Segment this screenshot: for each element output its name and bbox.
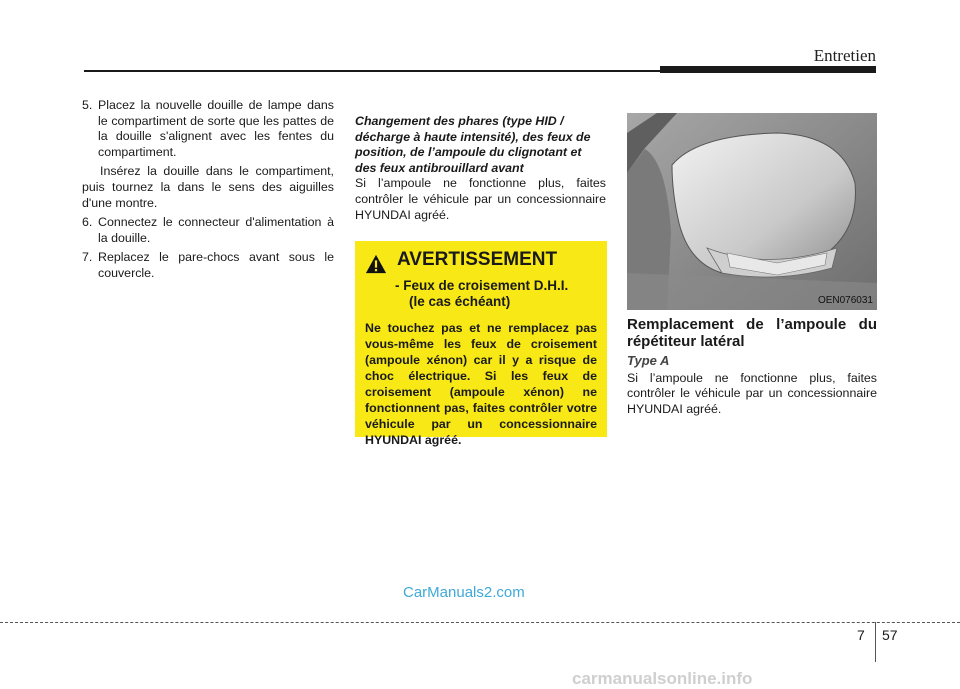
- step-6: 6. Connectez le connecteur d'alimentation à la douille.: [82, 215, 334, 245]
- chapter-number: 7: [857, 627, 865, 643]
- warning-triangle-icon: [365, 253, 387, 275]
- step-7: 7. Replacez le pare-chocs avant sous le couvercle.: [82, 250, 334, 280]
- page-number: 57: [882, 627, 898, 643]
- footer-divider: [875, 622, 876, 662]
- bottom-watermark: carmanualsonline.info: [572, 669, 753, 688]
- photo-code: OEN076031: [817, 295, 873, 306]
- column-1: [82, 98, 334, 286]
- warning-box: [355, 241, 607, 447]
- warning-title: AVERTISSEMENT: [397, 249, 558, 270]
- repeater-heading: Remplacement de l’ampoule du répétiteur latéral: [627, 316, 877, 350]
- mirror-photo: [627, 113, 877, 310]
- step-5: 5. Placez la nouvelle douille de lampe dans le compartiment de sorte que les pattes de la douille s'alignent avec les fentes du compartiment.: [82, 98, 334, 159]
- side-mirror-image: [627, 113, 877, 310]
- column-2: [355, 114, 606, 223]
- column-3: [627, 316, 877, 417]
- hid-body: Si l’ampoule ne fonctionne plus, faites contrôler le véhicule par un concessionnaire HYUNDAI agréé.: [355, 176, 606, 222]
- warning-subtitle: - Feux de croisement D.H.I.: [395, 278, 569, 293]
- header-rule: [84, 70, 664, 72]
- repeater-body: Si l’ampoule ne fonctionne plus, faites contrôler le véhicule par un concessionnaire HYUNDAI agréé.: [627, 370, 877, 416]
- watermark-link[interactable]: CarManuals2.com: [403, 584, 525, 601]
- warning-subtitle-note: (le cas échéant): [409, 294, 511, 309]
- step-5-detail: Insérez la douille dans le compartiment, puis tournez la dans le sens des aiguilles d'une montre.: [82, 164, 334, 210]
- footer-rule: [0, 622, 960, 623]
- header-rule-thick: [660, 66, 876, 73]
- type-a-label: Type A: [627, 353, 670, 368]
- warning-body: Ne touchez pas et ne remplacez pas vous-même les feux de croisement (ampoule xénon) car il y a risque de choc électrique. Si les feux de croisement (ampoule xénon) ne fonctionnent pas, faites contrôler votre véhicule par un concessionnaire HYUNDAI agréé.: [365, 321, 597, 447]
- section-title: Entretien: [813, 46, 876, 65]
- hid-subheading: Changement des phares (type HID / décharge à haute intensité), des feux de position, de l’ampoule du clignotant et des feux antibrouillard avant: [355, 114, 591, 175]
